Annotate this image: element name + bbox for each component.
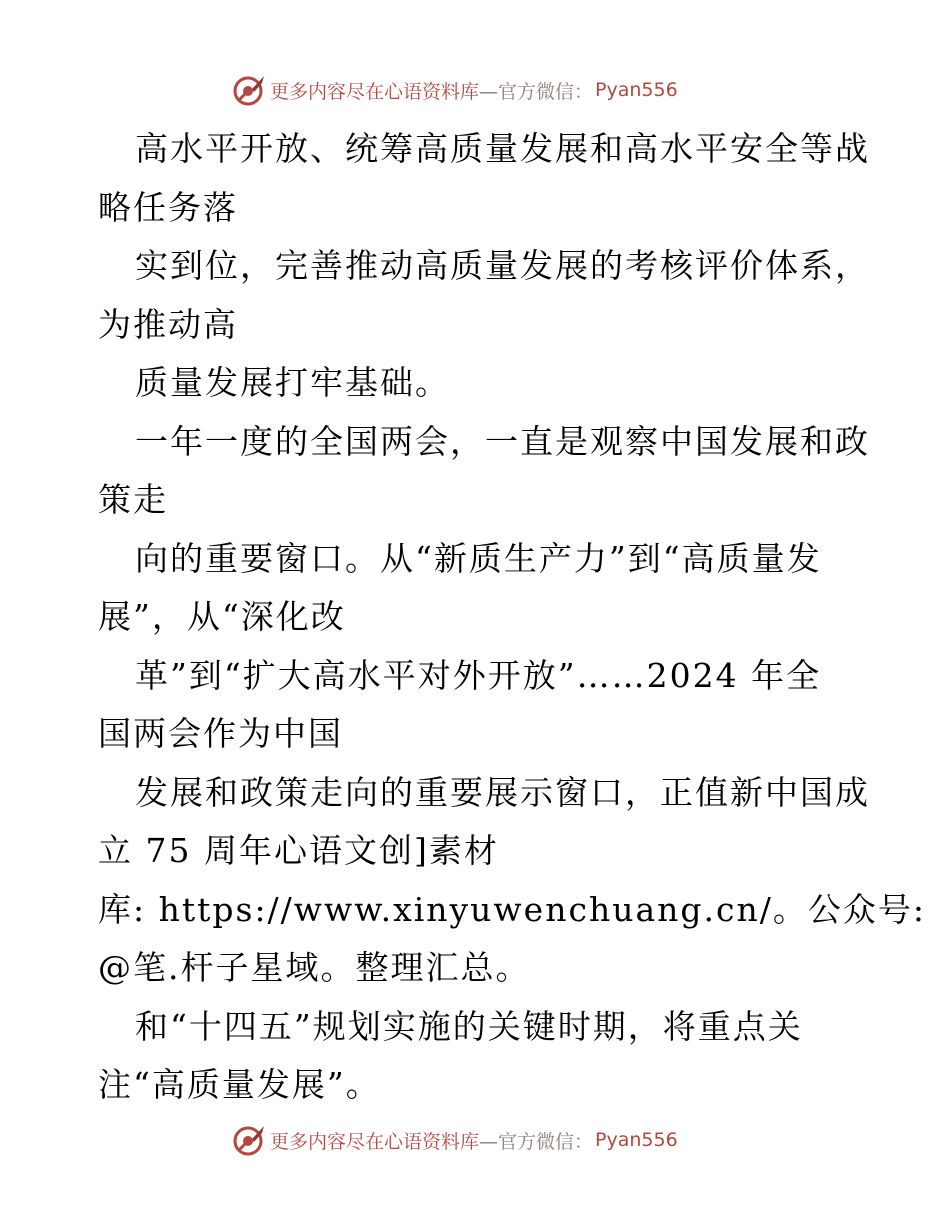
watermark-dash-text: —官方微信： xyxy=(479,1130,594,1153)
body-line: 立 75 周年心语文创]素材 xyxy=(98,831,499,870)
watermark-wechat-id: Pyan556 xyxy=(595,79,678,101)
watermark-wechat-id: Pyan556 xyxy=(595,1129,678,1151)
body-line: 质量发展打牢基础。 xyxy=(135,363,450,402)
body-line: 发展和政策走向的重要展示窗口，正值新中国成 xyxy=(135,772,870,812)
body-line: 革”到“扩大高水平对外开放”……2024 年全 xyxy=(135,655,822,695)
header-watermark xyxy=(232,72,678,108)
body-line: @笔.杆子星域。整理汇总。 xyxy=(98,948,531,987)
watermark-text: 更多内容尽在心语资料库 xyxy=(270,80,480,103)
body-line: 国两会作为中国 xyxy=(98,714,343,753)
body-line: 库: https://www.xinyuwenchuang.cn/。公众号: xyxy=(98,889,926,929)
body-line: 高水平开放、统筹高质量发展和高水平安全等战 xyxy=(135,129,870,168)
body-line: 向的重要窗口。从“新质生产力”到“高质量发 xyxy=(135,538,822,578)
body-line: 策走 xyxy=(98,480,168,519)
body-line: 实到位，完善推动高质量发展的考核评价体系， xyxy=(135,246,870,285)
body-line: 略任务落 xyxy=(98,187,238,227)
body-line: 一年一度的全国两会，一直是观察中国发展和政 xyxy=(135,421,870,461)
quill-logo-icon xyxy=(232,73,266,107)
body-line: 为推动高 xyxy=(98,304,238,344)
footer-watermark xyxy=(232,1122,678,1158)
watermark-text: 更多内容尽在心语资料库 xyxy=(270,1130,480,1153)
document-body xyxy=(98,120,926,1115)
body-line: 和“十四五”规划实施的关键时期，将重点关 xyxy=(135,1006,803,1046)
body-line: 注“高质量发展”。 xyxy=(98,1065,381,1104)
body-line: 展”，从“深化改 xyxy=(98,597,346,636)
quill-logo-icon xyxy=(232,1123,266,1157)
watermark-dash-text: —官方微信： xyxy=(479,80,594,103)
